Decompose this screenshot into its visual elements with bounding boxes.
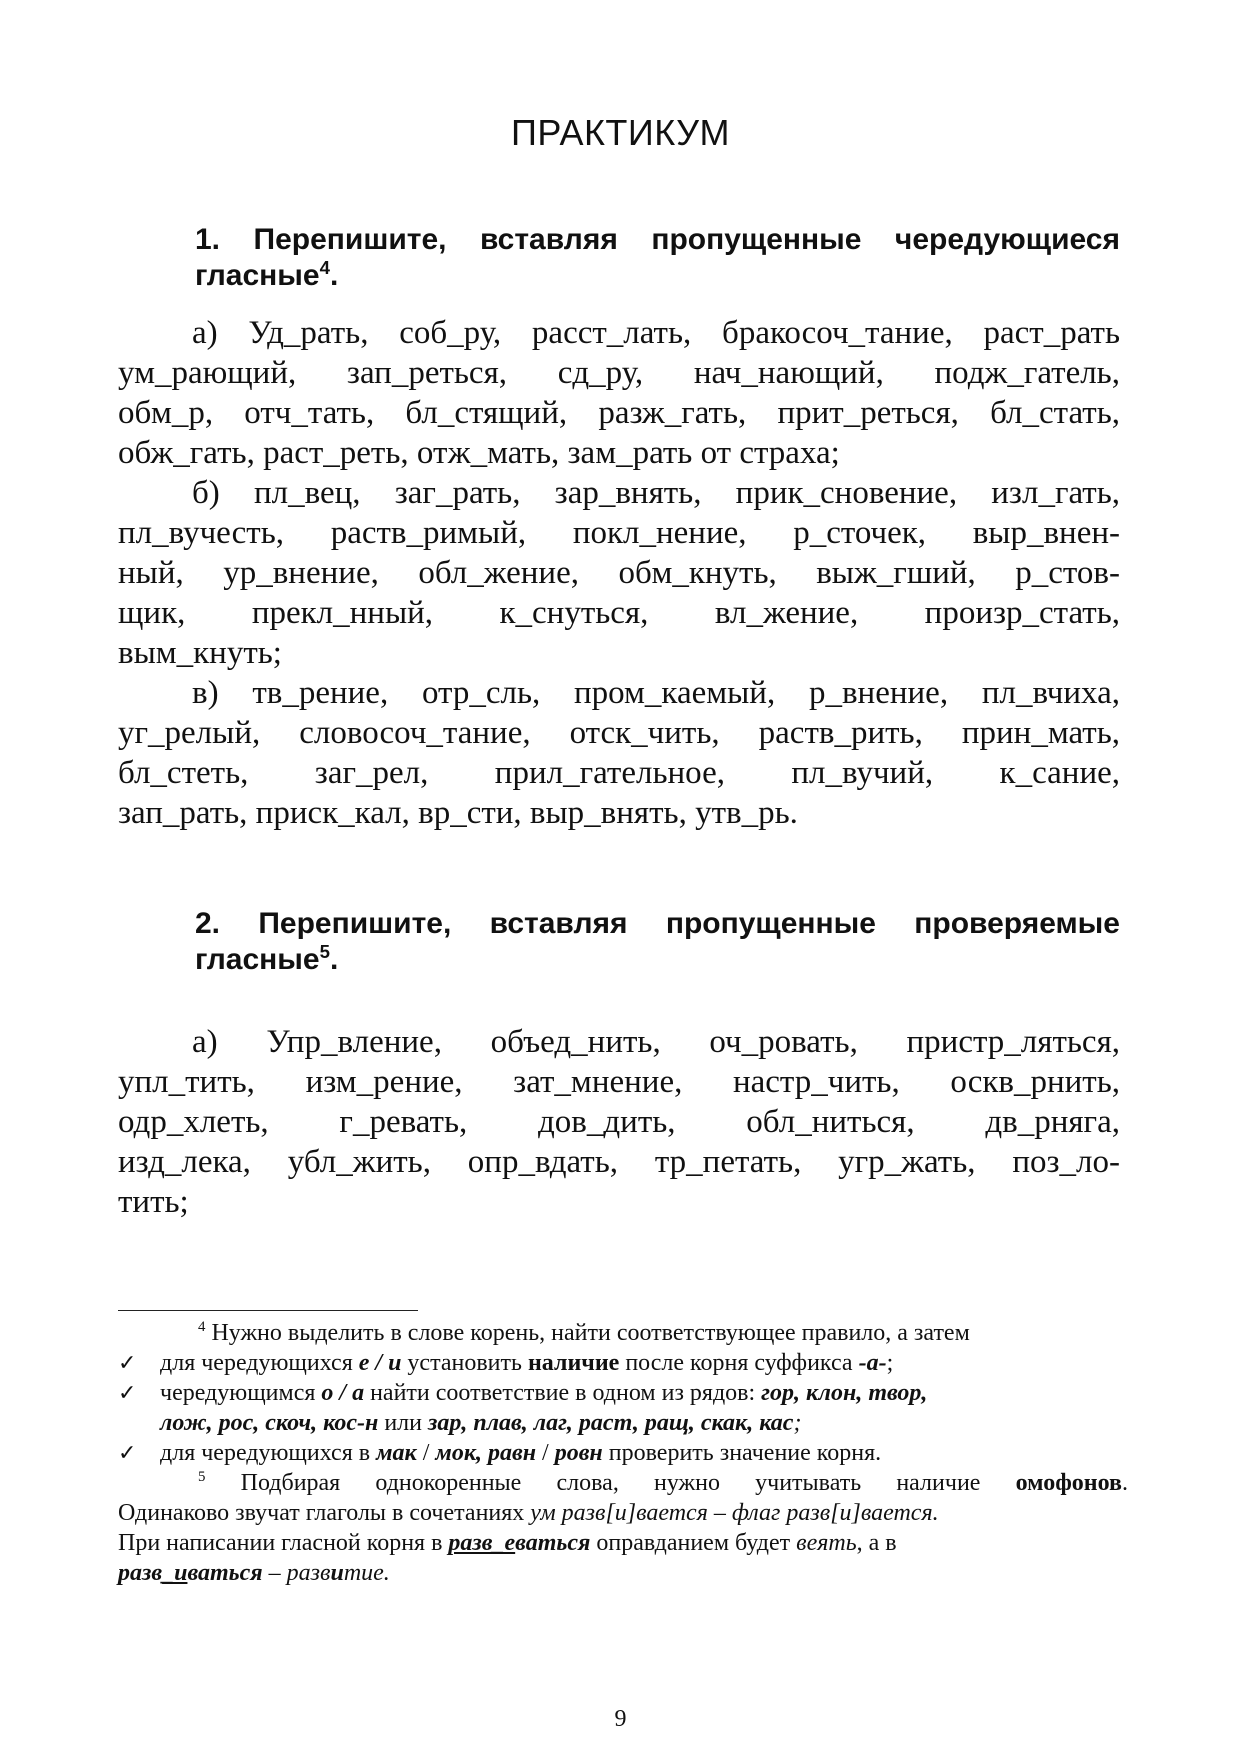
footnote-text: или [378, 1410, 428, 1436]
footnote-4-bullet-3 [118, 1438, 1128, 1468]
task-1-heading [195, 222, 1120, 294]
footnote-emph: разв [118, 1560, 163, 1586]
task-1-line: обм_р, отч_тать, бл_стящий, разж_гать, прит_реться, бл_стать, [118, 395, 1120, 431]
footnote-text: для чередующихся в [160, 1440, 377, 1466]
footnote-emph: ваться [187, 1560, 263, 1586]
footnote-emph: мок, [435, 1440, 482, 1466]
footnote-4 [118, 1318, 1128, 1348]
task-1-heading-word: гласные [195, 259, 320, 292]
footnote-example: тие [343, 1560, 384, 1586]
footnote-4-bullet-2 [118, 1378, 1128, 1408]
footnote-text: / [416, 1440, 436, 1466]
footnote-emph: е / и [358, 1350, 402, 1376]
task-1-line: бл_стеть, заг_рел, прил_гательное, пл_вучий, к_сание, [118, 755, 1120, 791]
footnote-example: веять [796, 1530, 857, 1556]
footnote-text: найти соответствие в одном из рядов: [364, 1380, 762, 1406]
task-2-line: тить; [118, 1184, 189, 1220]
task-1-line: щик, прекл_нный, к_снуться, вл_жение, произр_стать, [118, 595, 1120, 631]
footnote-5-mark: 5 [198, 1469, 206, 1485]
footnote-5-line-3 [118, 1528, 1128, 1558]
footnote-text: проверить значение корня. [602, 1440, 882, 1466]
checkmark-icon: ✓ [118, 1441, 137, 1466]
footnote-text: При написании гласной корня в [118, 1530, 449, 1556]
footnote-emph: ровн [554, 1440, 603, 1466]
checkmark-icon: ✓ [118, 1381, 137, 1406]
task-1-line: пл_вучесть, раств_римый, покл_нение, р_сточек, выр_внен- [118, 515, 1120, 551]
task-1-line: а) Уд_рать, соб_ру, расст_лать, бракосоч_тание, раст_рать [192, 315, 1120, 351]
footnote-example: ум разв[и]вается – флаг разв[и]вается [530, 1500, 933, 1526]
footnote-emph: _и [162, 1560, 188, 1586]
footnote-emph: и [330, 1560, 344, 1586]
footnote-emph: наличие [527, 1350, 620, 1376]
checkmark-icon: ✓ [118, 1351, 137, 1376]
footnote-text: . [1122, 1470, 1128, 1496]
footnote-5-line-2 [118, 1498, 1128, 1528]
footnote-text: чередующимся [160, 1380, 322, 1406]
task-1-line: обж_гать, раст_реть, отж_мать, зам_рать от страха; [118, 435, 840, 471]
task-1-line: вым_кнуть; [118, 635, 282, 671]
footnote-emph: разв [448, 1530, 493, 1556]
task-1-line: в) тв_рение, отр_сль, пром_каемый, р_внение, пл_вчиха, [192, 675, 1120, 711]
task-1-heading-line-1: 1. Перепишите, вставляя пропущенные чередующиеся [195, 223, 1120, 256]
task-2-heading-period: . [329, 943, 339, 976]
footnote-5-line-1 [118, 1468, 1128, 1498]
footnote-text: ; [886, 1350, 894, 1376]
footnote-text: / [536, 1440, 555, 1466]
task-2-heading-line-1: 2. Перепишите, вставляя пропущенные проверяемые [195, 907, 1120, 940]
task-2-heading-line-2 [195, 942, 1120, 978]
task-1-line: б) пл_вец, заг_рать, зар_внять, прик_сновение, изл_гать, [192, 475, 1120, 511]
footnote-text: Подбирая однокоренные слова, нужно учитывать наличие [205, 1470, 1016, 1496]
page-number: 9 [614, 1706, 627, 1732]
footnotes [118, 1318, 1128, 1588]
footnote-emph: о / а [321, 1380, 365, 1406]
task-2-line: изд_лека, убл_жить, опр_вдать, тр_петать, угр_жать, поз_ло- [118, 1144, 1120, 1180]
footnote-emph: гор, клон, твор, [761, 1380, 928, 1406]
task-2-body [118, 1022, 1120, 1222]
task-2-line: упл_тить, изм_рение, зат_мнение, настр_чить, оскв_рнить, [118, 1064, 1120, 1100]
footnote-4-text: Нужно выделить в слове корень, найти соответствующее правило, а затем [205, 1320, 970, 1346]
footnote-text: Одинаково звучат глаголы в сочетаниях [118, 1500, 531, 1526]
footnote-text: установить [401, 1350, 528, 1376]
footnote-separator [118, 1310, 418, 1311]
task-1-heading-period: . [329, 259, 339, 292]
footnote-4-bullet-2-cont [118, 1408, 1128, 1438]
footnote-ref-5: 5 [319, 941, 330, 962]
footnote-text: ; [793, 1410, 802, 1436]
task-2-heading [195, 906, 1120, 978]
footnote-4-bullet-1 [118, 1348, 1128, 1378]
footnote-text: для чередующихся [160, 1350, 359, 1376]
footnote-emph: ваться [515, 1530, 591, 1556]
footnote-text: , а в [856, 1530, 897, 1556]
footnote-text: оправданием будет [590, 1530, 797, 1556]
task-1-line: зап_рать, приск_кал, вр_сти, выр_внять, утв_рь. [118, 795, 798, 831]
footnote-text: после корня суффикса [619, 1350, 859, 1376]
footnote-emph: равн [487, 1440, 537, 1466]
task-1-line: ум_рающий, зап_реться, сд_ру, нач_нающий, подж_гатель, [118, 355, 1120, 391]
footnote-emph: зар, плав, лаг, раст, ращ, скак, кас [428, 1410, 794, 1436]
footnote-text: . [383, 1560, 390, 1586]
task-2-line: а) Упр_вление, объед_нить, оч_ровать, пристр_ляться, [192, 1024, 1120, 1060]
footnote-text: . [932, 1500, 939, 1526]
task-1-body [118, 313, 1120, 833]
footnote-emph: -а- [858, 1350, 887, 1376]
page-title: ПРАКТИКУМ [510, 112, 731, 153]
footnote-emph: омофонов [1015, 1470, 1122, 1496]
footnote-5-line-4 [118, 1558, 1128, 1588]
footnote-emph: лож, рос, скоч, кос-н [160, 1410, 379, 1436]
task-2-heading-word: гласные [195, 943, 320, 976]
footnote-emph: мак [376, 1440, 417, 1466]
task-1-line: уг_релый, словосоч_тание, отск_чить, раств_рить, прин_мать, [118, 715, 1120, 751]
footnote-emph: _е [492, 1530, 516, 1556]
footnote-4-mark: 4 [198, 1319, 206, 1335]
task-1-heading-line-2 [195, 258, 1120, 294]
task-1-line: ный, ур_внение, обл_жение, обм_кнуть, выж_гший, р_стов- [118, 555, 1120, 591]
task-2-line: одр_хлеть, г_ревать, дов_дить, обл_ниться, дв_рняга, [118, 1104, 1120, 1140]
footnote-ref-4: 4 [319, 257, 330, 278]
footnote-example: – разв [262, 1560, 331, 1586]
